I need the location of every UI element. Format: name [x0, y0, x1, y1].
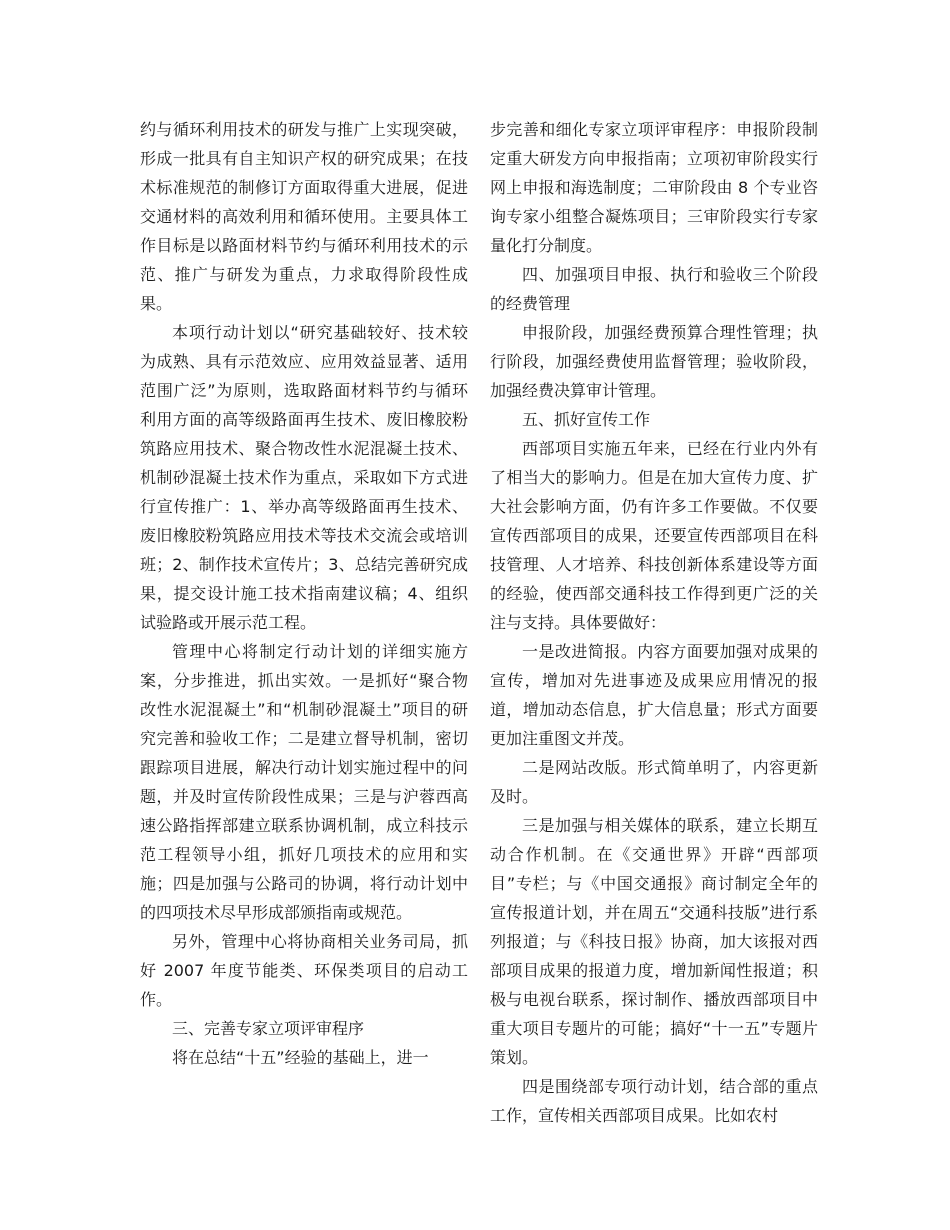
paragraph: 约与循环利用技术的研发与推广上实现突破，形成一批具有自主知识产权的研究成果；在技术标准规范的制修订方面取得重大进展，促进交通材料的高效利用和循环使用。主要具体工作目标是以路面材料节约与循环利用技术的示范、推广与研发为重点，力求取得阶段性成果。: [140, 120, 468, 313]
paragraph: 本项行动计划以“研究基础较好、技术较为成熟、具有示范效应、应用效益显著、适用范围广泛”为原则，选取路面材料节约与循环利用方面的高等级路面再生技术、废旧橡胶粉筑路应用技术、聚合物改性水泥混凝土技术、机制砂混凝土技术作为重点，采取如下方式进行宣传推广：1、举办高等级路面再生技术、废旧橡胶粉筑路应用技术等技术交流会或培训班；2、制作技术宣传片；3、总结完善研究成果，提交设计施工技术指南建议稿；4、组织试验路或开展示范工程。: [140, 323, 468, 632]
left-column: [140, 115, 468, 1072]
paragraph: 另外，管理中心将协商相关业务司局，抓好 2007 年度节能类、环保类项目的启动工作。: [140, 932, 468, 1009]
section-heading: 四、加强项目申报、执行和验收三个阶段的经费管理: [490, 265, 818, 313]
paragraph: 西部项目实施五年来，已经在行业内外有了相当大的影响力。但是在加大宣传力度、扩大社会影响方面，仍有许多工作要做。不仅要宣传西部项目的成果，还要宣传西部项目在科技管理、人才培养、科技创新体系建设等方面的经验，使西部交通科技工作得到更广泛的关注与支持。具体要做好：: [490, 439, 818, 632]
section-heading: 三、完善专家立项评审程序: [172, 1019, 365, 1038]
paragraph: 将在总结“十五”经验的基础上，进一: [172, 1048, 429, 1067]
paragraph: 三是加强与相关媒体的联系，建立长期互动合作机制。在《交通世界》开辟“西部项目”专栏；与《中国交通报》商讨制定全年的宣传报道计划，并在周五“交通科技版”进行系列报道；与《科技日报》协商，加大该报对西部项目成果的报道力度，增加新闻性报道；积极与电视台联系，探讨制作、播放西部项目中重大项目专题片的可能；搞好“十一五”专题片策划。: [490, 816, 818, 1067]
paragraph: 四是围绕部专项行动计划，结合部的重点工作，宣传相关西部项目成果。比如农村: [490, 1077, 818, 1125]
paragraph: 一是改进简报。内容方面要加强对成果的宣传，增加对先进事迹及成果应用情况的报道，增加动态信息，扩大信息量；形式方面要更加注重图文并茂。: [490, 642, 818, 748]
right-column: [490, 115, 818, 1130]
paragraph: 二是网站改版。形式简单明了，内容更新及时。: [490, 758, 818, 806]
paragraph: 申报阶段，加强经费预算合理性管理；执行阶段，加强经费使用监督管理；验收阶段，加强经费决算审计管理。: [490, 323, 818, 400]
paragraph: 管理中心将制定行动计划的详细实施方案，分步推进，抓出实效。一是抓好“聚合物改性水泥混凝土”和“机制砂混凝土”项目的研究完善和验收工作；二是建立督导机制，密切跟踪项目进展，解决行动计划实施过程中的问题，并及时宣传阶段性成果；三是与沪蓉西高速公路指挥部建立联系协调机制，成立科技示范工程领导小组，抓好几项技术的应用和实施；四是加强与公路司的协调，将行动计划中的四项技术尽早形成部颁指南或规范。: [140, 642, 468, 922]
section-heading: 五、抓好宣传工作: [522, 410, 651, 429]
paragraph: 步完善和细化专家立项评审程序：申报阶段制定重大研发方向申报指南；立项初审阶段实行网上申报和海选制度；二审阶段由 8 个专业咨询专家小组整合凝炼项目；三审阶段实行专家量化打分制度。: [490, 120, 818, 255]
